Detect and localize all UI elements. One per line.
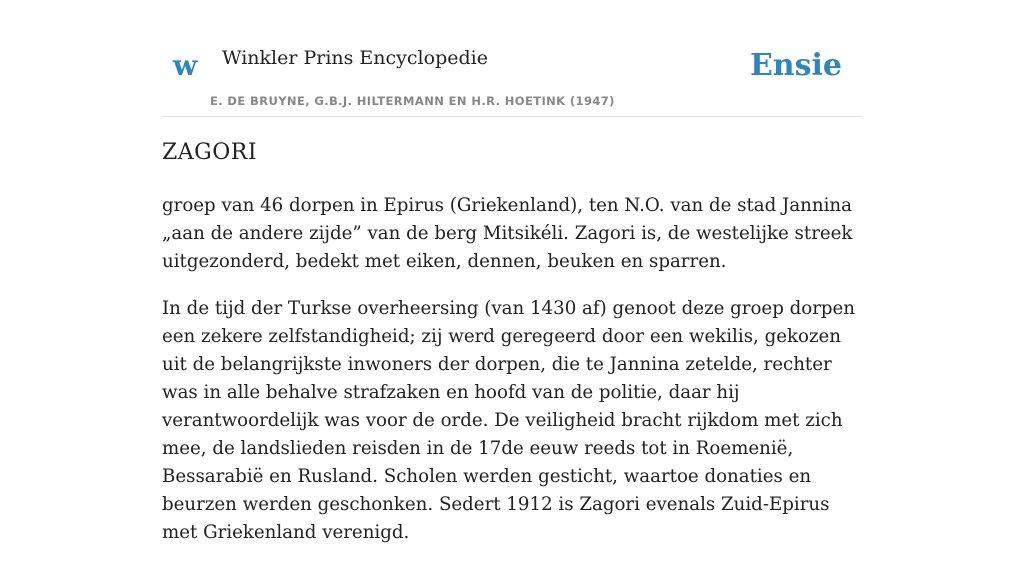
entry-body — [162, 192, 862, 566]
entry-paragraph: groep van 46 dorpen in Epirus (Griekenland), ten N.O. van de stad Jannina „aan de andere zijde” van de berg Mitsikéli. Zagori is, de westelijke streek uitgezonderd, bedekt met eiken, dennen, beuken en sparren. — [162, 195, 853, 272]
entry-paragraph: In de tijd der Turkse overheersing (van 1430 af) genoot deze groep dorpen een zekere zelfstandigheid; zij werd geregeerd door een wekilis, gekozen uit de belangrijkste inwoners der dorpen, die te Jannina zetelde, rechter was in alle behalve strafzaken en hoofd van de politie, daar hij verantwoordelijk was voor de orde. De veiligheid bracht rijkdom met zich mee, de landslieden reisden in de 17de eeuw reeds tot in Roemenië, Bessarabië en Rusland. Scholen werden gesticht, waartoe donaties en beurzen werden geschonken. Sedert 1912 is Zagori evenals Zuid-Epirus met Griekenland verenigd. — [162, 298, 856, 543]
source-title[interactable]: Winkler Prins Encyclopedie — [222, 47, 488, 69]
entry-title: ZAGORI — [162, 140, 258, 165]
source-logo[interactable]: w — [173, 49, 198, 82]
source-authors: E. DE BRUYNE, G.B.J. HILTERMANN EN H.R. HOETINK (1947) — [210, 94, 615, 108]
brand-logo[interactable]: Ensie — [749, 48, 842, 83]
source-header — [162, 36, 862, 117]
